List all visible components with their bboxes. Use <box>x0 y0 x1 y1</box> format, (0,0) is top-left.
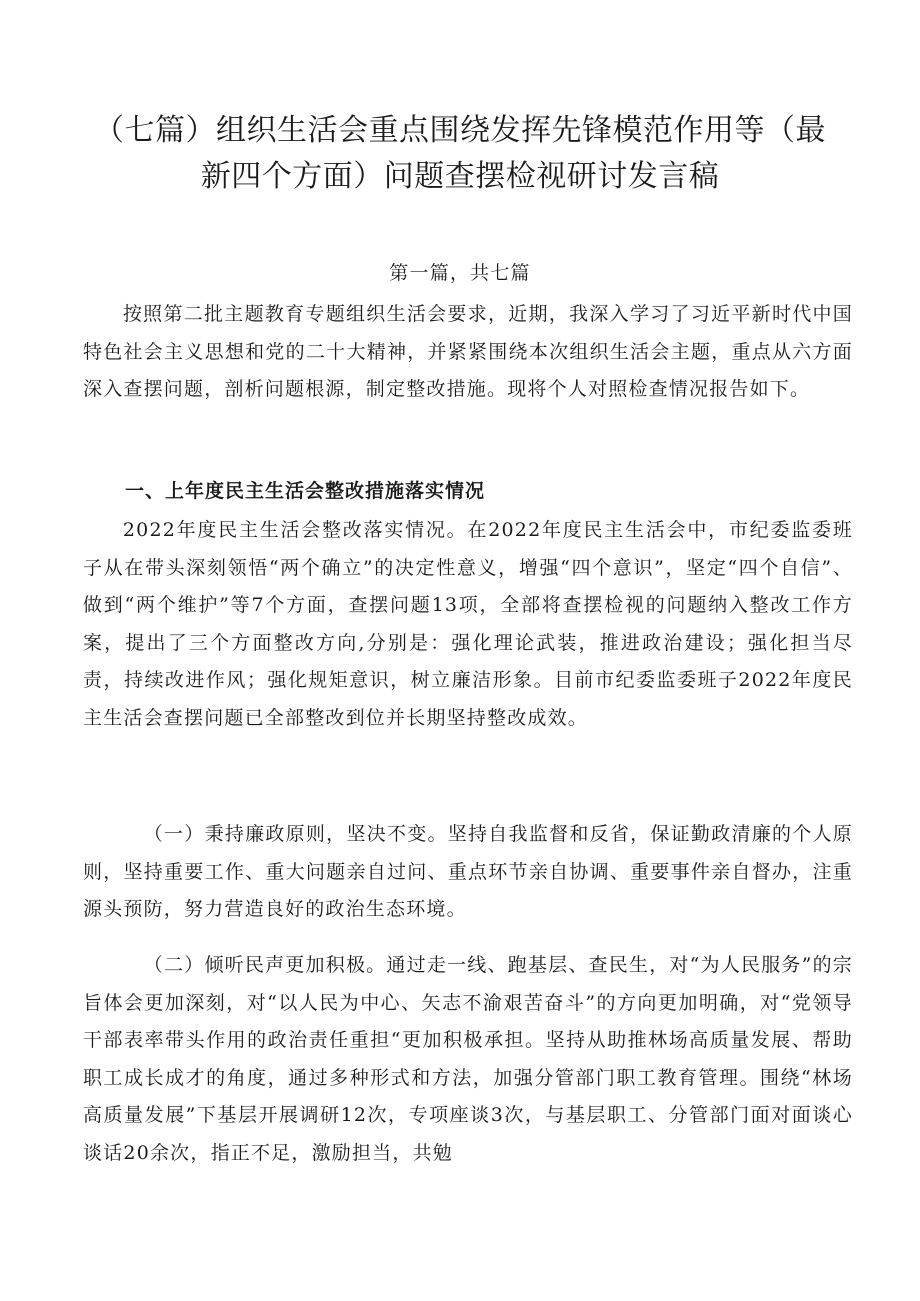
intro-paragraph: 按照第二批主题教育专题组织生活会要求，近期，我深入学习了习近平新时代中国特色社会主义思想和党的二十大精神，并紧紧围绕本次组织生活会主题，重点从六方面深入查摆问题，剖析问题根源，制定整改措施。现将个人对照检查情况报告如下。 <box>83 303 853 401</box>
title-line-2: 新四个方面）问题查摆检视研讨发言稿 <box>200 159 720 194</box>
section-heading: 一、上年度民主生活会整改措施落实情况 <box>125 480 486 502</box>
title-line-1: （七篇）组织生活会重点围绕发挥先锋模范作用等（最 <box>94 113 826 148</box>
document-subtitle: 第一篇，共七篇 <box>389 262 531 284</box>
item-one-paragraph: （一）秉持廉政原则，坚决不变。坚持自我监督和反省，保证勤政清廉的个人原则，坚持重要工作、重大问题亲自过问、重点环节亲自协调、重要事件亲自督办，注重源头预防，努力营造良好的政治生态环境。 <box>83 823 853 921</box>
item-two-paragraph: （二）倾听民声更加积极。通过走一线、跑基层、查民生，对“为人民服务”的宗旨体会更加深刻，对“以人民为中心、矢志不渝艰苦奋斗”的方向更加明确，对“党领导干部表率带头作用的政治责任重担“更加积极承担。坚持从助推林场高质量发展、帮助职工成长成才的角度，通过多种形式和方法，加强分管部门职工教育管理。围绕“林场高质量发展”下基层开展调研12次，专项座谈3次，与基层职工、分管部门面对面谈心谈话20余次，指正不足，激励担当，共勉 <box>83 954 853 1164</box>
document-title <box>90 108 830 200</box>
section-body-paragraph: 2022年度民主生活会整改落实情况。在2022年度民主生活会中，市纪委监委班子从在带头深刻领悟“两个确立”的决定性意义，增强“四个意识”，坚定“四个自信”、做到“两个维护”等7个方面，查摆问题13项，全部将查摆检视的问题纳入整改工作方案，提出了三个方面整改方向,分别是：强化理论武装，推进政治建设；强化担当尽责，持续改进作风；强化规矩意识，树立廉洁形象。目前市纪委监委班子2022年度民主生活会查摆问题已全部整改到位并长期坚持整改成效。 <box>83 519 853 729</box>
